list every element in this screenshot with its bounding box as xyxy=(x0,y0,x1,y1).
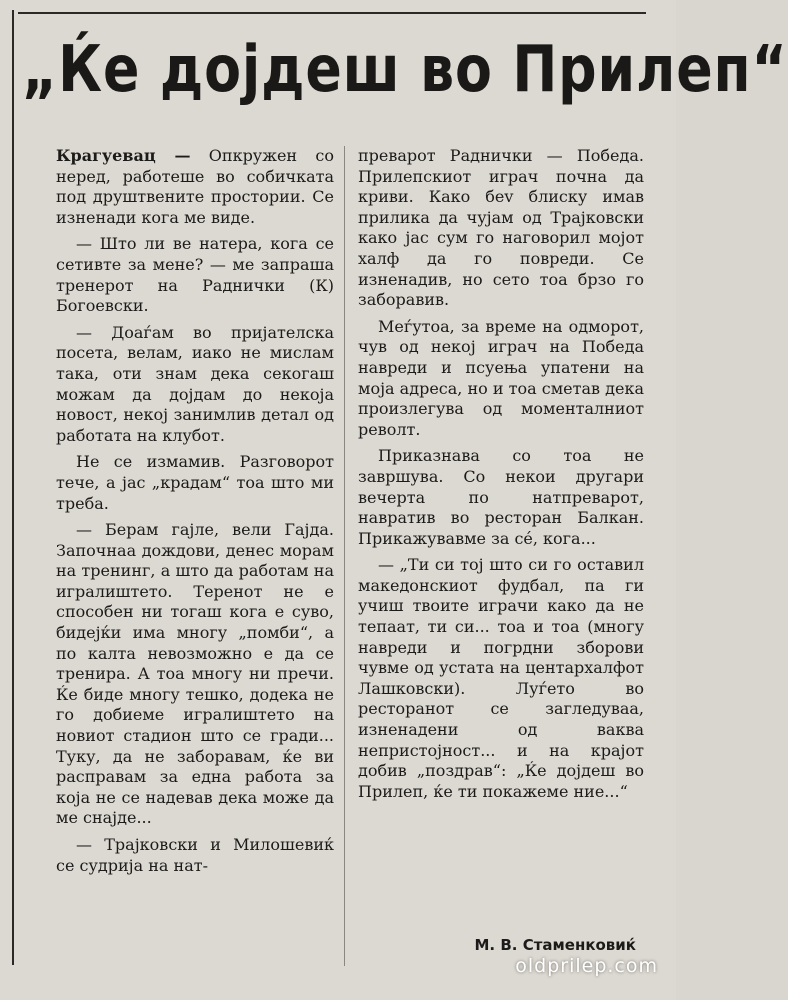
watermark: oldprilep.com xyxy=(515,955,658,977)
paragraph: Крагуевац — Опкружен со неред, работеше во собичката под друштвените простории. Се изненади кога ме виде. xyxy=(56,146,334,227)
left-rule xyxy=(12,10,14,965)
paragraph: — Доаѓам во пријателска посета, велам, иако не мислам така, оти знам дека секогаш можам да дојдам до некоја новост, некој занимлив детал од работата на клубот. xyxy=(56,322,334,445)
dateline: Крагуевац — xyxy=(56,146,191,165)
paragraph: — Што ли ве натера, кога се сетивте за мене? — ме запраша тренерот на Раднички (К) Богоевски. xyxy=(56,234,334,316)
paragraph: — Берам гајле, вели Гајда. Започнаа дождови, денес морам на тренинг, а што да работам на игралиштето. Теренот не е способен ни тогаш кога е суво, бидејќи има многу „помби“, а по калта невозможно е да се тренира. А тоа многу ни пречи. Ќе биде многу тешко, додека не го добиеме игралиштето на новиот стадион што се гради... Туку, да не заборавам, ќе ви расправам за една работа за која не се надевав дека може да ме снајде... xyxy=(56,520,334,828)
top-rule xyxy=(18,12,646,14)
headline: „Ќе дојдеш во Прилеп“ xyxy=(22,33,788,107)
author-signature: М. В. Стаменковиќ xyxy=(474,936,636,954)
paragraph: — „Ти си тој што си го оставил македонскиот фудбал, па ги учиш твоите играчи како да не тепаат, ти си... тоа и тоа (многу навреди и погрдни зборови чувме од устата на центархалфот Лашковски). Луѓето во ресторанот се загледуваа, изненадени од ваква непристојност... и на крајот добив „поздрав“: „Ќе дојдеш во Прилеп, ќе ти покажеме ние...“ xyxy=(358,555,644,801)
column-divider xyxy=(344,146,345,966)
left-column xyxy=(56,146,334,882)
paragraph: Не се измамив. Разговорот тече, а јас „крадам“ тоа што ми треба. xyxy=(56,452,334,513)
paragraph: Приказнава со тоа не завршува. Со некои другари вечерта по натпреварот, навратив во ресторан Балкан. Прикажувавме за сé, кога... xyxy=(358,446,644,548)
paragraph: — Трајковски и Милошевиќ се судрија на нат- xyxy=(56,835,334,875)
right-column xyxy=(358,146,644,808)
paragraph: Меѓутоа, за време на одморот, чув од некој играч на Победа навреди и псуења упатени на моја адреса, но и тоа сметав дека произлегува од моменталниот револт. xyxy=(358,316,644,439)
paragraph: преварот Раднички — Победа. Прилепскиот играч почна да криви. Како беv блиску имав прилика да чујам од Трајковски како јас сум го наговорил мојот халф да го повреди. Се изненадив, но сето тоа брзо го заборавив. xyxy=(358,146,644,310)
